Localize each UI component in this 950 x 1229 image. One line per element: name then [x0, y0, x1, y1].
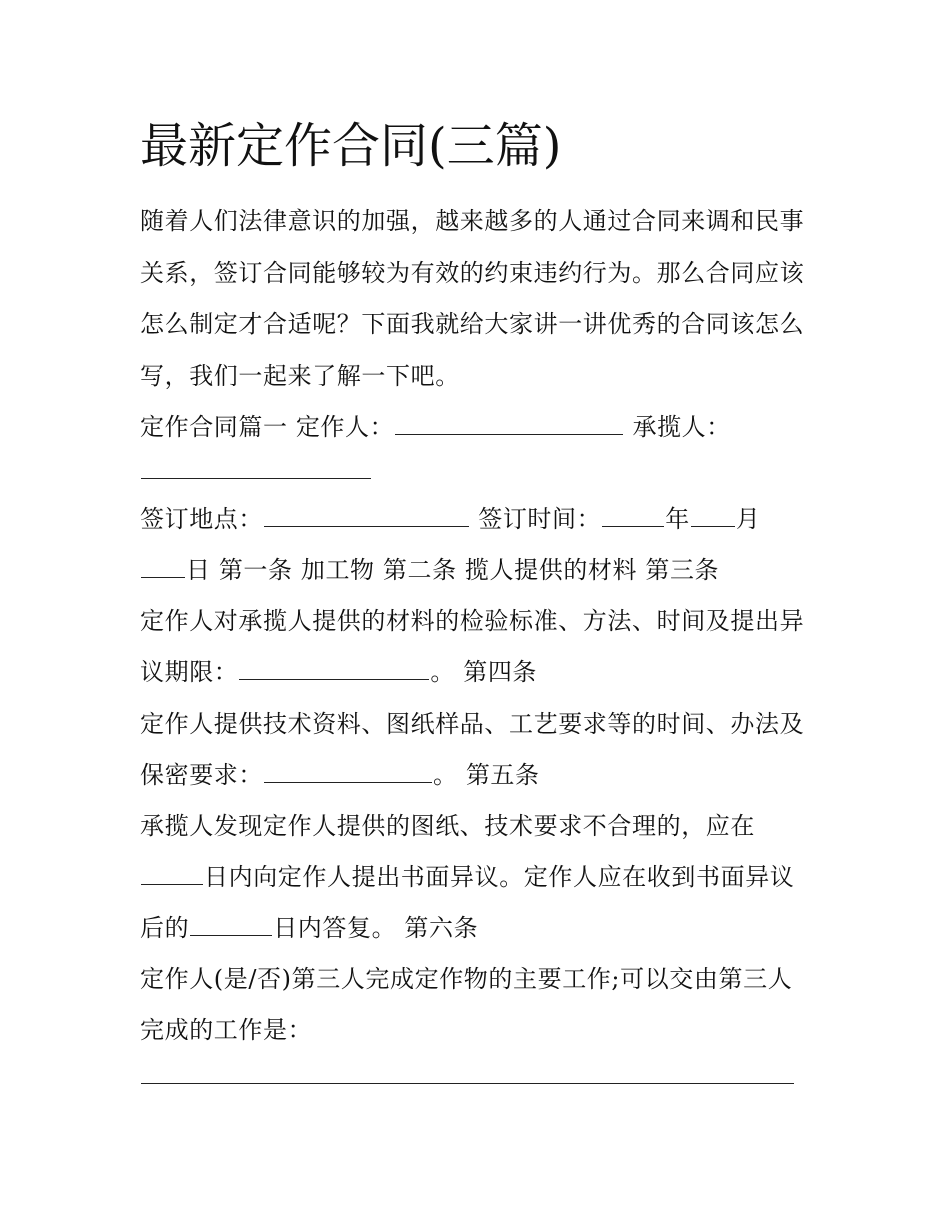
objection-days-blank[interactable] [141, 862, 203, 885]
contract-heading-label: 定作合同篇一 定作人： [140, 413, 395, 441]
confidentiality-blank[interactable] [264, 760, 432, 783]
article-4-label: 。 第四条 [430, 658, 538, 686]
articles-line [140, 554, 719, 586]
contractor-blank[interactable] [141, 478, 371, 479]
objection-days-text: 日内向定作人提出书面异议。定作人应在收到书面异议 [204, 863, 795, 891]
contractor-label: 承揽人： [624, 413, 731, 441]
objection-period-label: 议期限： [140, 658, 239, 686]
reply-days-line [140, 912, 478, 944]
article-3-line: 定作人对承揽人提供的材料的检验标准、方法、时间及提出异 [140, 607, 805, 635]
intro-line-1: 随着人们法律意识的加强，越来越多的人通过合同来调和民事 [140, 207, 805, 235]
intro-line-4: 写，我们一起来了解一下吧。 [140, 362, 460, 390]
intro-line-3: 怎么制定才合适呢？下面我就给大家讲一讲优秀的合同该怎么 [140, 310, 805, 338]
sign-place-label: 签订地点： [140, 505, 263, 533]
objection-period-line [140, 656, 537, 688]
article-6-label: 日内答复。 第六条 [273, 914, 479, 942]
article-4-line: 定作人提供技术资料、图纸样品、工艺要求等的时间、办法及 [140, 710, 805, 738]
year-label: 年 [665, 505, 690, 533]
confidentiality-line [140, 759, 540, 791]
month-blank[interactable] [691, 504, 735, 527]
third-party-work-blank[interactable] [141, 1083, 794, 1084]
year-blank[interactable] [602, 504, 664, 527]
month-label: 月 [735, 505, 761, 533]
reply-days-blank[interactable] [190, 913, 272, 936]
article-6-line: 定作人(是/否)第三人完成定作物的主要工作;可以交由第三人 [140, 965, 793, 993]
article-5-line: 承揽人发现定作人提供的图纸、技术要求不合理的，应在 [140, 812, 755, 840]
intro-line-2: 关系，签订合同能够较为有效的约束违约行为。那么合同应该 [140, 259, 805, 287]
contract-parties-line [140, 411, 731, 443]
sign-place-time-line [140, 503, 760, 535]
page-title: 最新定作合同(三篇) [140, 118, 562, 174]
objection-period-blank[interactable] [239, 657, 429, 680]
day-blank[interactable] [141, 555, 185, 578]
articles-text: 日 第一条 加工物 第二条 揽人提供的材料 第三条 [186, 556, 720, 584]
sign-time-label: 签订时间： [470, 505, 602, 533]
reply-days-prefix: 后的 [140, 914, 190, 942]
article-5-label: 。 第五条 [433, 761, 540, 789]
third-party-work-line: 完成的工作是： [140, 1016, 313, 1044]
objection-days-line [140, 861, 794, 893]
orderer-blank[interactable] [395, 412, 623, 435]
sign-place-blank[interactable] [264, 504, 469, 527]
confidentiality-label: 保密要求： [140, 761, 263, 789]
